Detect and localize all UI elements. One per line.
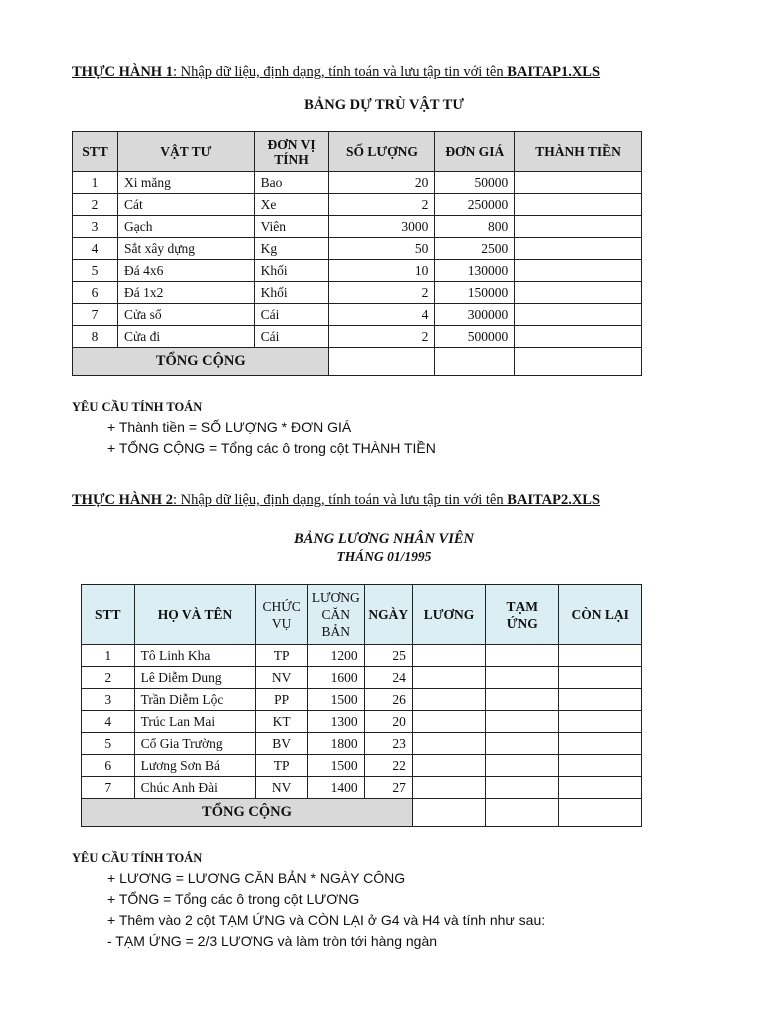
- table-row: [73, 260, 642, 282]
- table-cell: [412, 755, 485, 777]
- table-2-subtitle: THÁNG 01/1995: [336, 549, 432, 564]
- requirements-1-title: YÊU CẦU TÍNH TOÁN: [72, 400, 203, 414]
- requirement-item: + Thành tiền = SỐ LƯỢNG * ĐƠN GIÁ: [107, 419, 352, 435]
- table-cell: KT: [256, 711, 308, 733]
- table-cell: 2: [82, 667, 135, 689]
- total-row: [82, 799, 642, 827]
- exercise-1-text: : Nhập dữ liệu, định dạng, tính toán và lưu tập tin với tên: [172, 64, 508, 80]
- table-cell: 7: [82, 777, 135, 799]
- table-cell: 6: [82, 755, 135, 777]
- table-cell: [412, 777, 485, 799]
- total-row: [73, 348, 642, 376]
- header-cell: LƯƠNG: [412, 585, 485, 645]
- table-cell: [515, 194, 642, 216]
- table-cell: [486, 711, 559, 733]
- table-cell: 5: [82, 733, 135, 755]
- table-header-row: [73, 132, 642, 172]
- table-cell: Đá 1x2: [117, 282, 254, 304]
- table-cell: [486, 645, 559, 667]
- table-cell: 2: [329, 282, 435, 304]
- table-cell: 300000: [435, 304, 515, 326]
- table-cell: TP: [256, 755, 308, 777]
- table-cell: Cổ Gia Trường: [134, 733, 256, 755]
- table-cell: Bao: [254, 172, 329, 194]
- table-row: [73, 282, 642, 304]
- table-cell: [435, 348, 515, 376]
- header-cell: STT: [73, 132, 118, 172]
- table-cell: [515, 348, 642, 376]
- table-cell: 7: [73, 304, 118, 326]
- supply-table: [72, 131, 642, 376]
- table-cell: 2: [329, 194, 435, 216]
- table-cell: [515, 238, 642, 260]
- header-cell: THÀNH TIỀN: [515, 132, 642, 172]
- table-cell: [412, 689, 485, 711]
- table-row: [73, 172, 642, 194]
- table-cell: [515, 282, 642, 304]
- table-cell: 4: [73, 238, 118, 260]
- table-row: [82, 711, 642, 733]
- table-cell: 50: [329, 238, 435, 260]
- table-cell: TP: [256, 645, 308, 667]
- table-cell: Khối: [254, 260, 329, 282]
- table-cell: Kg: [254, 238, 329, 260]
- table-cell: 4: [329, 304, 435, 326]
- total-label: TỔNG CỘNG: [73, 348, 329, 376]
- table-cell: Tô Linh Kha: [134, 645, 256, 667]
- table-cell: [559, 711, 642, 733]
- table-cell: Cửa đi: [117, 326, 254, 348]
- table-cell: 20: [329, 172, 435, 194]
- table-cell: [412, 645, 485, 667]
- table-cell: Lương Sơn Bá: [134, 755, 256, 777]
- table-cell: 1500: [307, 755, 364, 777]
- table-cell: 1: [82, 645, 135, 667]
- header-cell: HỌ VÀ TÊN: [134, 585, 256, 645]
- table-cell: [486, 799, 559, 827]
- table-cell: [559, 799, 642, 827]
- table-cell: 3000: [329, 216, 435, 238]
- table-row: [82, 777, 642, 799]
- table-cell: [559, 667, 642, 689]
- table-cell: [486, 755, 559, 777]
- table-cell: [515, 260, 642, 282]
- table-cell: Xe: [254, 194, 329, 216]
- header-cell: CHỨC VỤ: [256, 585, 308, 645]
- table-cell: Xi măng: [117, 172, 254, 194]
- exercise-2-filename: BAITAP2.XLS: [507, 492, 601, 508]
- table-cell: [559, 733, 642, 755]
- table-cell: Lê Diễm Dung: [134, 667, 256, 689]
- table-cell: Chúc Anh Đài: [134, 777, 256, 799]
- table-cell: 8: [73, 326, 118, 348]
- table-cell: 50000: [435, 172, 515, 194]
- table-cell: 6: [73, 282, 118, 304]
- table-cell: 150000: [435, 282, 515, 304]
- table-cell: 800: [435, 216, 515, 238]
- requirements-2-title: YÊU CẦU TÍNH TOÁN: [72, 851, 203, 865]
- table-cell: 3: [73, 216, 118, 238]
- table-cell: 2: [73, 194, 118, 216]
- table-cell: 10: [329, 260, 435, 282]
- table-row: [82, 667, 642, 689]
- header-cell: TẠM ỨNG: [486, 585, 559, 645]
- table-cell: 1300: [307, 711, 364, 733]
- table-cell: [559, 755, 642, 777]
- table-header-row: [82, 585, 642, 645]
- table-row: [73, 238, 642, 260]
- table-cell: 3: [82, 689, 135, 711]
- table-cell: 5: [73, 260, 118, 282]
- table-cell: Đá 4x6: [117, 260, 254, 282]
- table-cell: Trúc Lan Mai: [134, 711, 256, 733]
- header-cell: ĐƠN GIÁ: [435, 132, 515, 172]
- exercise-2-instruction: [72, 492, 600, 509]
- table-cell: Gạch: [117, 216, 254, 238]
- exercise-2-text: : Nhập dữ liệu, định dạng, tính toán và lưu tập tin với tên: [172, 492, 508, 508]
- table-cell: [515, 304, 642, 326]
- table-cell: [486, 689, 559, 711]
- table-cell: [412, 799, 485, 827]
- table-cell: [412, 733, 485, 755]
- table-cell: NV: [256, 667, 308, 689]
- exercise-1-label: THỰC HÀNH 1: [72, 64, 173, 80]
- header-cell: ĐƠN VỊ TÍNH: [254, 132, 329, 172]
- header-cell: STT: [82, 585, 135, 645]
- requirement-item: + LƯƠNG = LƯƠNG CĂN BẢN * NGÀY CÔNG: [107, 870, 406, 886]
- table-cell: [559, 689, 642, 711]
- table-row: [73, 216, 642, 238]
- table-cell: PP: [256, 689, 308, 711]
- table-cell: 500000: [435, 326, 515, 348]
- table-cell: [486, 667, 559, 689]
- table-cell: Cửa sổ: [117, 304, 254, 326]
- table-cell: [515, 172, 642, 194]
- table-row: [82, 689, 642, 711]
- table-cell: 25: [364, 645, 412, 667]
- table-cell: 24: [364, 667, 412, 689]
- header-cell: LƯƠNG CĂN BẢN: [307, 585, 364, 645]
- table-cell: 250000: [435, 194, 515, 216]
- table-cell: Cái: [254, 304, 329, 326]
- table-row: [73, 304, 642, 326]
- table-cell: 1800: [307, 733, 364, 755]
- table-cell: 1500: [307, 689, 364, 711]
- total-label: TỔNG CỘNG: [82, 799, 413, 827]
- table-cell: [412, 711, 485, 733]
- table-cell: NV: [256, 777, 308, 799]
- table-row: [73, 326, 642, 348]
- table-row: [73, 194, 642, 216]
- payroll-table: [81, 584, 642, 827]
- table-cell: 27: [364, 777, 412, 799]
- table-cell: [486, 777, 559, 799]
- table-cell: Cát: [117, 194, 254, 216]
- requirement-item: + Thêm vào 2 cột TẠM ỨNG và CÒN LẠI ở G4 và H4 và tính như sau:: [107, 912, 546, 928]
- table-cell: Cái: [254, 326, 329, 348]
- table-cell: [559, 645, 642, 667]
- table-cell: Sắt xây dựng: [117, 238, 254, 260]
- header-cell: VẬT TƯ: [117, 132, 254, 172]
- table-cell: BV: [256, 733, 308, 755]
- table-cell: 1400: [307, 777, 364, 799]
- header-cell: SỐ LƯỢNG: [329, 132, 435, 172]
- exercise-1-filename: BAITAP1.XLS: [507, 64, 601, 80]
- table-cell: [412, 667, 485, 689]
- table-row: [82, 733, 642, 755]
- table-2-title: BẢNG LƯƠNG NHÂN VIÊN: [293, 531, 475, 547]
- exercise-2-label: THỰC HÀNH 2: [72, 492, 173, 508]
- table-1-title: BẢNG DỰ TRÙ VẬT TƯ: [304, 97, 464, 113]
- table-row: [82, 755, 642, 777]
- table-cell: 4: [82, 711, 135, 733]
- table-cell: 20: [364, 711, 412, 733]
- table-cell: 130000: [435, 260, 515, 282]
- table-cell: [515, 216, 642, 238]
- table-cell: Khối: [254, 282, 329, 304]
- table-cell: 1: [73, 172, 118, 194]
- table-cell: [559, 777, 642, 799]
- table-cell: 2500: [435, 238, 515, 260]
- header-cell: NGÀY: [364, 585, 412, 645]
- table-cell: 23: [364, 733, 412, 755]
- exercise-1-instruction: [72, 64, 600, 81]
- table-cell: 1200: [307, 645, 364, 667]
- table-cell: 22: [364, 755, 412, 777]
- table-cell: [486, 733, 559, 755]
- table-cell: [515, 326, 642, 348]
- requirement-item: - TẠM ỨNG = 2/3 LƯƠNG và làm tròn tới hàng ngàn: [107, 933, 438, 949]
- table-cell: Trần Diễm Lộc: [134, 689, 256, 711]
- table-cell: 26: [364, 689, 412, 711]
- requirement-item: + TỔNG CỘNG = Tổng các ô trong cột THÀNH TIỀN: [107, 440, 436, 456]
- table-cell: 2: [329, 326, 435, 348]
- table-cell: 1600: [307, 667, 364, 689]
- table-row: [82, 645, 642, 667]
- table-cell: [329, 348, 435, 376]
- header-cell: CÒN LẠI: [559, 585, 642, 645]
- requirement-item: + TỔNG = Tổng các ô trong cột LƯƠNG: [107, 891, 360, 907]
- table-cell: Viên: [254, 216, 329, 238]
